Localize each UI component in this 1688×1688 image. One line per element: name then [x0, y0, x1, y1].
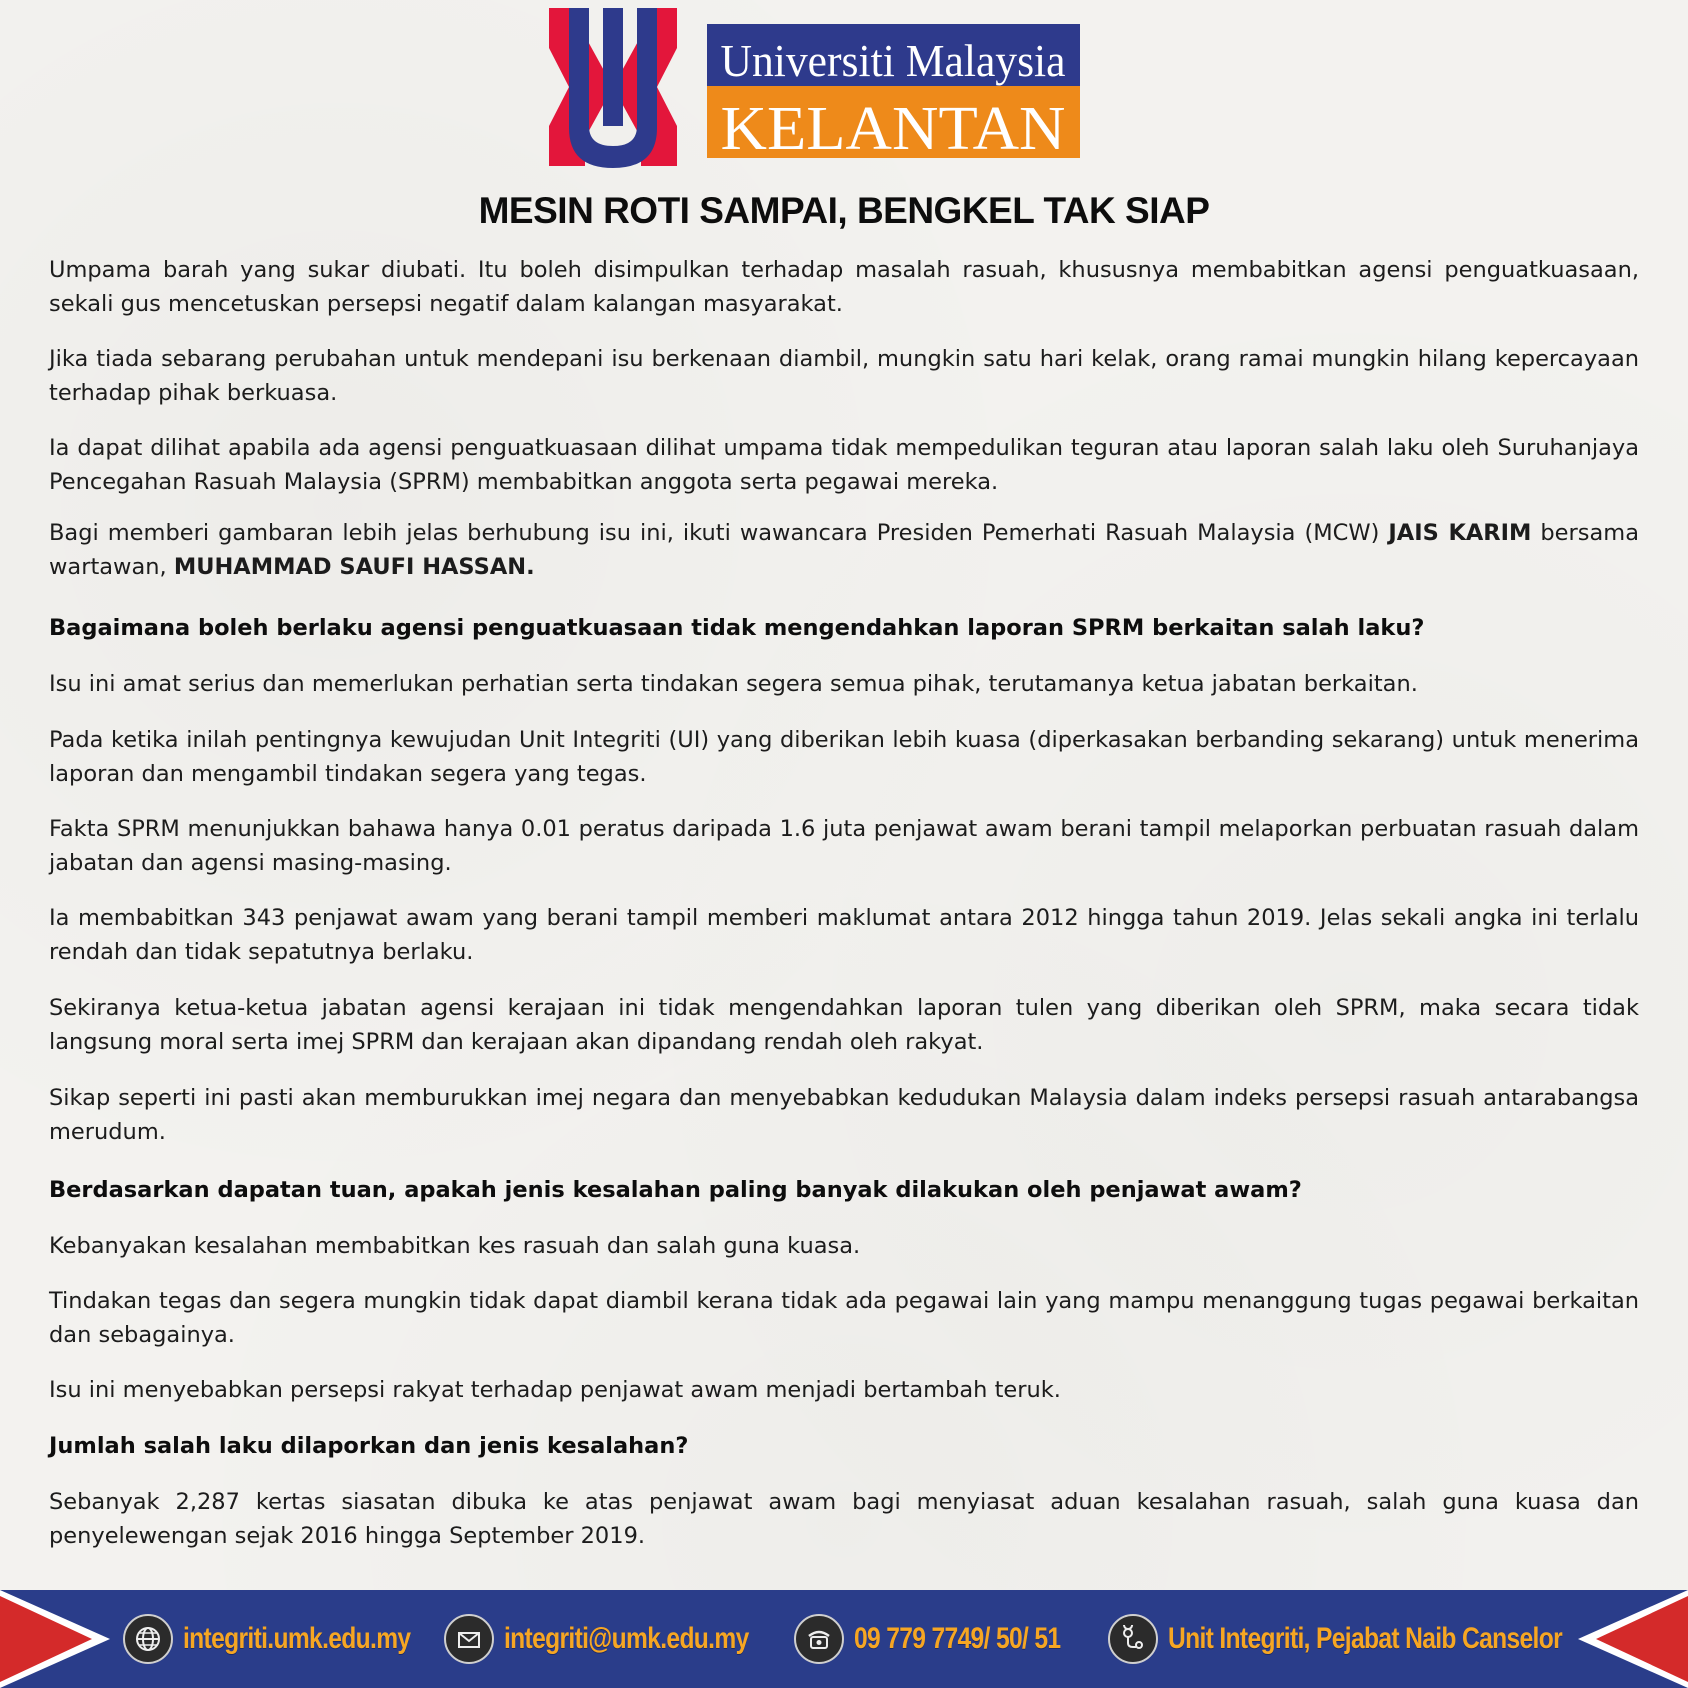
- paragraph: Isu ini menyebabkan persepsi rakyat terhadap penjawat awam menjadi bertambah teruk.: [49, 1377, 1061, 1403]
- footer-office: [1108, 1612, 1649, 1666]
- paragraph: Tindakan tegas dan segera mungkin tidak dapat diambil kerana tidak ada pegawai lain yang mampu menanggung tugas pegawai berkaitan dan sebagainya.: [49, 1288, 1639, 1348]
- paragraph: Sebanyak 2,287 kertas siasatan dibuka ke atas penjawat awam bagi menyiasat aduan kesalahan rasuah, salah guna kuasa dan penyelewengan sejak 2016 hingga September 2019.: [49, 1489, 1639, 1549]
- footer-email[interactable]: [444, 1612, 802, 1666]
- article-body: [49, 253, 1639, 1553]
- logo-line1: Universiti Malaysia: [720, 35, 1066, 86]
- phone-number[interactable]: 09 779 7749/ 50/ 51: [854, 1622, 1061, 1655]
- footer-arrow-left: [0, 1590, 110, 1688]
- paragraph: Pada ketika inilah pentingnya kewujudan Unit Integriti (UI) yang diberikan lebih kuasa (diperkasakan berbanding sekarang) untuk menerima laporan dan mengambil tindakan segera yang tegas.: [49, 727, 1639, 787]
- footer-website[interactable]: [123, 1612, 460, 1666]
- paragraph: Sekiranya ketua-ketua jabatan agensi kerajaan ini tidak mengendahkan laporan tulen yang diberikan oleh SPRM, maka secara tidak langsung moral serta imej SPRM dan kerajaan akan dipandang rendah oleh rakyat.: [49, 995, 1639, 1055]
- paragraph: Jika tiada sebarang perubahan untuk mendepani isu berkenaan diambil, mungkin satu hari kelak, orang ramai mungkin hilang kepercayaan terhadap pihak berkuasa.: [49, 346, 1639, 406]
- question-heading: Berdasarkan dapatan tuan, apakah jenis kesalahan paling banyak dilakukan oleh penjawat awam?: [49, 1177, 1302, 1203]
- paragraph: Isu ini amat serius dan memerlukan perhatian serta tindakan segera semua pihak, terutamanya ketua jabatan berkaitan.: [49, 671, 1418, 697]
- paragraph: Ia dapat dilihat apabila ada agensi penguatkuasaan dilihat umpama tidak mempedulikan teguran atau laporan salah laku oleh Suruhanjaya Pencegahan Rasuah Malaysia (SPRM) membabitkan anggota serta pegawai mereka.: [49, 435, 1639, 495]
- paragraph: Ia membabitkan 343 penjawat awam yang berani tampil memberi maklumat antara 2012 hingga tahun 2019. Jelas sekali angka ini terlalu rendah dan tidak sepatutnya berlaku.: [49, 905, 1639, 965]
- mail-icon: [444, 1614, 494, 1664]
- page-title: MESIN ROTI SAMPAI, BENGKEL TAK SIAP: [478, 190, 1210, 231]
- location-icon: [1108, 1614, 1158, 1664]
- office-name: Unit Integriti, Pejabat Naib Canselor: [1168, 1622, 1563, 1655]
- paragraph: Umpama barah yang sukar diubati. Itu boleh disimpulkan terhadap masalah rasuah, khususnya membabitkan agensi penguatkuasaan, sekali gus mencetuskan persepsi negatif dalam kalangan masyarakat.: [49, 257, 1639, 317]
- umk-logo: [545, 6, 1083, 168]
- paragraph: Kebanyakan kesalahan membabitkan kes rasuah dan salah guna kuasa.: [49, 1233, 861, 1259]
- globe-icon: [123, 1614, 173, 1664]
- question-heading: Bagaimana boleh berlaku agensi penguatkuasaan tidak mengendahkan laporan SPRM berkaitan salah laku?: [49, 615, 1425, 641]
- website-link[interactable]: integriti.umk.edu.my: [183, 1622, 411, 1655]
- footer-phone[interactable]: [794, 1612, 1106, 1666]
- interviewee-name: JAIS KARIM: [1388, 520, 1532, 546]
- contact-footer: [0, 1590, 1688, 1688]
- paragraph: Bagi memberi gambaran lebih jelas berhubung isu ini, ikuti wawancara Presiden Pemerhati Rasuah Malaysia (MCW) JAIS KARIM bersama wartawan, MUHAMMAD SAUFI HASSAN.: [49, 520, 1639, 580]
- paragraph: Sikap seperti ini pasti akan memburukkan imej negara dan menyebabkan kedudukan Malaysia dalam indeks persepsi rasuah antarabangsa merudum.: [49, 1085, 1639, 1145]
- journalist-name: MUHAMMAD SAUFI HASSAN.: [173, 554, 535, 580]
- logo-line2: KELANTAN: [720, 95, 1066, 163]
- email-link[interactable]: integriti@umk.edu.my: [504, 1622, 749, 1655]
- question-heading: Jumlah salah laku dilaporkan dan jenis kesalahan?: [49, 1433, 689, 1459]
- paragraph: Fakta SPRM menunjukkan bahawa hanya 0.01 peratus daripada 1.6 juta penjawat awam berani tampil melaporkan perbuatan rasuah dalam jabatan dan agensi masing-masing.: [49, 816, 1639, 876]
- phone-icon: [794, 1614, 844, 1664]
